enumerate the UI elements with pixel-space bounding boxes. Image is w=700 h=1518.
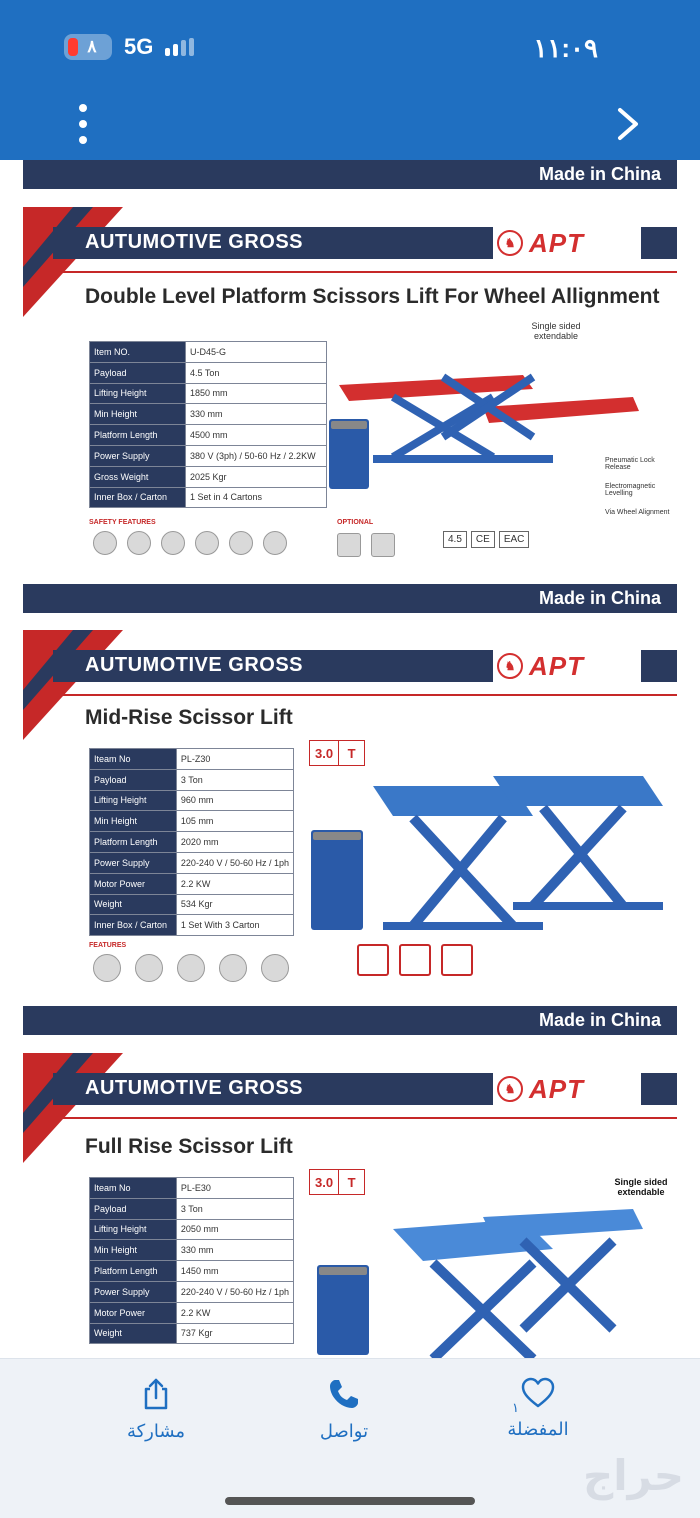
- side-feature-1: Pneumatic Lock Release: [605, 457, 655, 471]
- capacity-badge: 3.0 T: [309, 740, 365, 766]
- scissor-lift-image: [393, 1209, 663, 1358]
- made-in-strip: [23, 1006, 677, 1035]
- product-title: Double Level Platform Scissors Lift For Wheel Allignment: [85, 285, 660, 308]
- product-title: Full Rise Scissor Lift: [85, 1135, 293, 1158]
- product-sheet-2: [23, 630, 677, 1006]
- ton-icon: T: [338, 740, 364, 766]
- table-row: Power Supply 380 V (3ph) / 50-60 Hz / 2.2KW: [90, 445, 327, 466]
- more-menu-icon[interactable]: [76, 104, 90, 144]
- brand-name: AUTUMOTIVE GROSS: [85, 654, 304, 676]
- table-row: Gross Weight 2025 Kgr: [90, 466, 327, 487]
- optional-label: OPTIONAL: [337, 519, 374, 526]
- table-row: Inner Box / Carton 1 Set in 4 Cartons: [90, 487, 327, 508]
- table-row: Payload 4.5 Ton: [90, 362, 327, 383]
- control-box-image: [329, 419, 369, 489]
- ton-icon: T: [338, 1169, 364, 1195]
- table-row: Weight 534 Kgr: [90, 894, 294, 915]
- table-row: Iteam No PL-Z30: [90, 749, 294, 770]
- table-row: Platform Length 1450 mm: [90, 1261, 294, 1282]
- table-row: Min Height 105 mm: [90, 811, 294, 832]
- home-indicator[interactable]: [225, 1497, 475, 1505]
- apt-logo: ♞ APT: [497, 1073, 584, 1105]
- product-sheet-3: [23, 1053, 677, 1358]
- table-row: Inner Box / Carton 1 Set With 3 Carton: [90, 915, 294, 936]
- favorite-count: ١: [512, 1401, 519, 1416]
- network-type: 5G: [124, 34, 154, 59]
- product-sheet-1: [23, 207, 677, 585]
- features-icons: [93, 954, 289, 982]
- status-indicators: [64, 34, 194, 60]
- extendable-note: Single sided extendable: [531, 321, 581, 341]
- side-feature-3: Via Wheel Alignment: [605, 509, 670, 516]
- share-icon: [141, 1377, 171, 1411]
- favorite-button[interactable]: [478, 1377, 598, 1440]
- heart-icon: [521, 1377, 555, 1409]
- apt-logo: ♞ APT: [497, 227, 584, 259]
- favorite-label: المفضلة: [507, 1419, 569, 1440]
- listing-image: [0, 160, 700, 1358]
- made-in-label: Made in China: [538, 1010, 661, 1030]
- function-icons: [357, 944, 473, 976]
- table-row: Iteam No PL-E30: [90, 1178, 294, 1199]
- haraj-watermark: حراج: [582, 1451, 684, 1500]
- chevron-right-icon[interactable]: [612, 104, 646, 144]
- scissor-lift-image: [333, 357, 643, 477]
- table-row: Power Supply 220-240 V / 50-60 Hz / 1ph: [90, 852, 294, 873]
- top-bar: [0, 0, 700, 160]
- made-in-strip: [23, 160, 677, 189]
- spec-table: [89, 1177, 294, 1344]
- made-in-label: Made in China: [538, 164, 661, 184]
- table-row: Power Supply 220-240 V / 50-60 Hz / 1ph: [90, 1281, 294, 1302]
- spec-table: [89, 341, 327, 508]
- safety-features-icons: [93, 531, 287, 555]
- contact-button[interactable]: [284, 1377, 404, 1442]
- table-row: Platform Length 2020 mm: [90, 832, 294, 853]
- table-row: Item NO. U-D45-G: [90, 342, 327, 363]
- control-box-image: [311, 830, 363, 930]
- phone-icon: [327, 1377, 361, 1411]
- certification-badges: 4.5 CE EAC: [443, 531, 529, 548]
- brand-name: AUTUMOTIVE GROSS: [85, 231, 304, 253]
- features-label: FEATURES: [89, 942, 127, 949]
- table-row: Weight 737 Kgr: [90, 1323, 294, 1344]
- table-row: Lifting Height 960 mm: [90, 790, 294, 811]
- table-row: Lifting Height 1850 mm: [90, 383, 327, 404]
- apt-logo: ♞ APT: [497, 650, 584, 682]
- made-in-label: Made in China: [538, 588, 661, 608]
- capacity-badge: 3.0 T: [309, 1169, 365, 1195]
- battery-level: ٨: [87, 37, 97, 56]
- logo-text: APT: [529, 227, 584, 258]
- table-row: Motor Power 2.2 KW: [90, 873, 294, 894]
- product-title: Mid-Rise Scissor Lift: [85, 706, 293, 729]
- table-row: Motor Power 2.2 KW: [90, 1302, 294, 1323]
- share-button[interactable]: [96, 1377, 216, 1442]
- signal-icon: [165, 38, 194, 56]
- scissor-lift-image: [363, 776, 673, 936]
- optional-icons: [337, 533, 395, 557]
- contact-label: تواصل: [319, 1421, 369, 1442]
- safety-features-label: SAFETY FEATURES: [89, 519, 156, 526]
- spec-table: [89, 748, 294, 936]
- table-row: Payload 3 Ton: [90, 769, 294, 790]
- brand-name: AUTUMOTIVE GROSS: [85, 1077, 304, 1099]
- made-in-strip: [23, 584, 677, 613]
- side-feature-2: Electromagnetic Levelling: [605, 483, 656, 497]
- status-time: ١١:٠٩: [533, 33, 598, 63]
- table-row: Payload 3 Ton: [90, 1198, 294, 1219]
- logo-text: APT: [529, 650, 584, 681]
- bottom-navigation: [0, 1358, 700, 1518]
- table-row: Min Height 330 mm: [90, 404, 327, 425]
- battery-icon: [64, 34, 112, 60]
- table-row: Platform Length 4500 mm: [90, 425, 327, 446]
- table-row: Lifting Height 2050 mm: [90, 1219, 294, 1240]
- share-label: مشاركة: [126, 1421, 186, 1442]
- extendable-note: Single sided extendable: [614, 1177, 668, 1197]
- control-box-image: [317, 1265, 369, 1355]
- table-row: Min Height 330 mm: [90, 1240, 294, 1261]
- logo-text: APT: [529, 1073, 584, 1104]
